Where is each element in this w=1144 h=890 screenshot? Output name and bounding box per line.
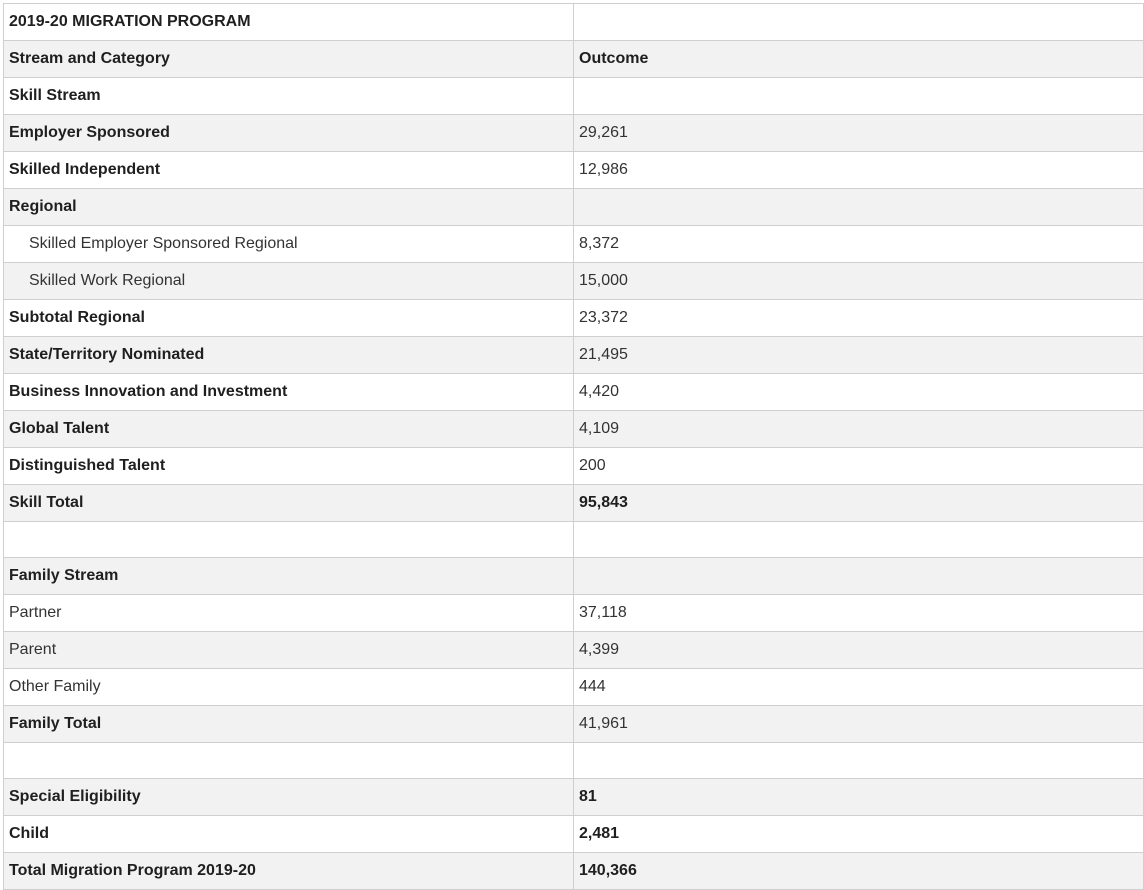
column-header-outcome: Outcome bbox=[574, 41, 1144, 78]
row-label: State/Territory Nominated bbox=[4, 337, 574, 374]
row-value: 95,843 bbox=[574, 485, 1144, 522]
row-label: Special Eligibility bbox=[4, 779, 574, 816]
row-value: 37,118 bbox=[574, 595, 1144, 632]
row-label: Business Innovation and Investment bbox=[4, 374, 574, 411]
table-body bbox=[4, 4, 1144, 890]
row-label: Subtotal Regional bbox=[4, 300, 574, 337]
table-row bbox=[4, 189, 1144, 226]
row-label: Regional bbox=[4, 189, 574, 226]
row-label: Parent bbox=[4, 632, 574, 669]
row-value: 200 bbox=[574, 448, 1144, 485]
table-title-cell: 2019-20 MIGRATION PROGRAM bbox=[4, 4, 574, 41]
row-label bbox=[4, 743, 574, 779]
migration-table-container bbox=[3, 3, 1144, 890]
table-row bbox=[4, 779, 1144, 816]
row-value bbox=[574, 558, 1144, 595]
table-row bbox=[4, 374, 1144, 411]
table-row bbox=[4, 632, 1144, 669]
row-value: 444 bbox=[574, 669, 1144, 706]
table-row bbox=[4, 411, 1144, 448]
row-label: Family Stream bbox=[4, 558, 574, 595]
row-value: 81 bbox=[574, 779, 1144, 816]
row-value: 41,961 bbox=[574, 706, 1144, 743]
row-value bbox=[574, 743, 1144, 779]
row-label: Child bbox=[4, 816, 574, 853]
row-value bbox=[574, 189, 1144, 226]
row-label: Skilled Employer Sponsored Regional bbox=[4, 226, 574, 263]
table-row-total bbox=[4, 853, 1144, 890]
table-row-spacer bbox=[4, 522, 1144, 558]
table-row bbox=[4, 115, 1144, 152]
row-value bbox=[574, 78, 1144, 115]
table-row bbox=[4, 816, 1144, 853]
table-row bbox=[4, 152, 1144, 189]
table-row bbox=[4, 595, 1144, 632]
table-row bbox=[4, 485, 1144, 522]
table-row bbox=[4, 558, 1144, 595]
row-label: Other Family bbox=[4, 669, 574, 706]
row-label: Skill Total bbox=[4, 485, 574, 522]
row-value: 4,420 bbox=[574, 374, 1144, 411]
row-value: 4,399 bbox=[574, 632, 1144, 669]
row-label: Skill Stream bbox=[4, 78, 574, 115]
table-row bbox=[4, 78, 1144, 115]
row-value: 2,481 bbox=[574, 816, 1144, 853]
row-label bbox=[4, 522, 574, 558]
row-value: 4,109 bbox=[574, 411, 1144, 448]
row-label: Distinguished Talent bbox=[4, 448, 574, 485]
row-value: 15,000 bbox=[574, 263, 1144, 300]
row-value: 29,261 bbox=[574, 115, 1144, 152]
table-title-value-cell bbox=[574, 4, 1144, 41]
row-value bbox=[574, 522, 1144, 558]
row-value: 21,495 bbox=[574, 337, 1144, 374]
row-label: Family Total bbox=[4, 706, 574, 743]
table-row-title bbox=[4, 4, 1144, 41]
table-row-spacer bbox=[4, 743, 1144, 779]
table-row bbox=[4, 669, 1144, 706]
row-label: Total Migration Program 2019-20 bbox=[4, 853, 574, 890]
table-row bbox=[4, 226, 1144, 263]
column-header-stream: Stream and Category bbox=[4, 41, 574, 78]
row-label: Employer Sponsored bbox=[4, 115, 574, 152]
table-row bbox=[4, 337, 1144, 374]
row-label: Skilled Independent bbox=[4, 152, 574, 189]
migration-program-table bbox=[3, 3, 1144, 890]
table-row bbox=[4, 263, 1144, 300]
table-header-row bbox=[4, 41, 1144, 78]
row-label: Partner bbox=[4, 595, 574, 632]
row-value: 8,372 bbox=[574, 226, 1144, 263]
row-value: 12,986 bbox=[574, 152, 1144, 189]
row-label: Global Talent bbox=[4, 411, 574, 448]
table-row bbox=[4, 706, 1144, 743]
table-row bbox=[4, 300, 1144, 337]
row-label: Skilled Work Regional bbox=[4, 263, 574, 300]
row-value: 23,372 bbox=[574, 300, 1144, 337]
row-value: 140,366 bbox=[574, 853, 1144, 890]
table-row bbox=[4, 448, 1144, 485]
